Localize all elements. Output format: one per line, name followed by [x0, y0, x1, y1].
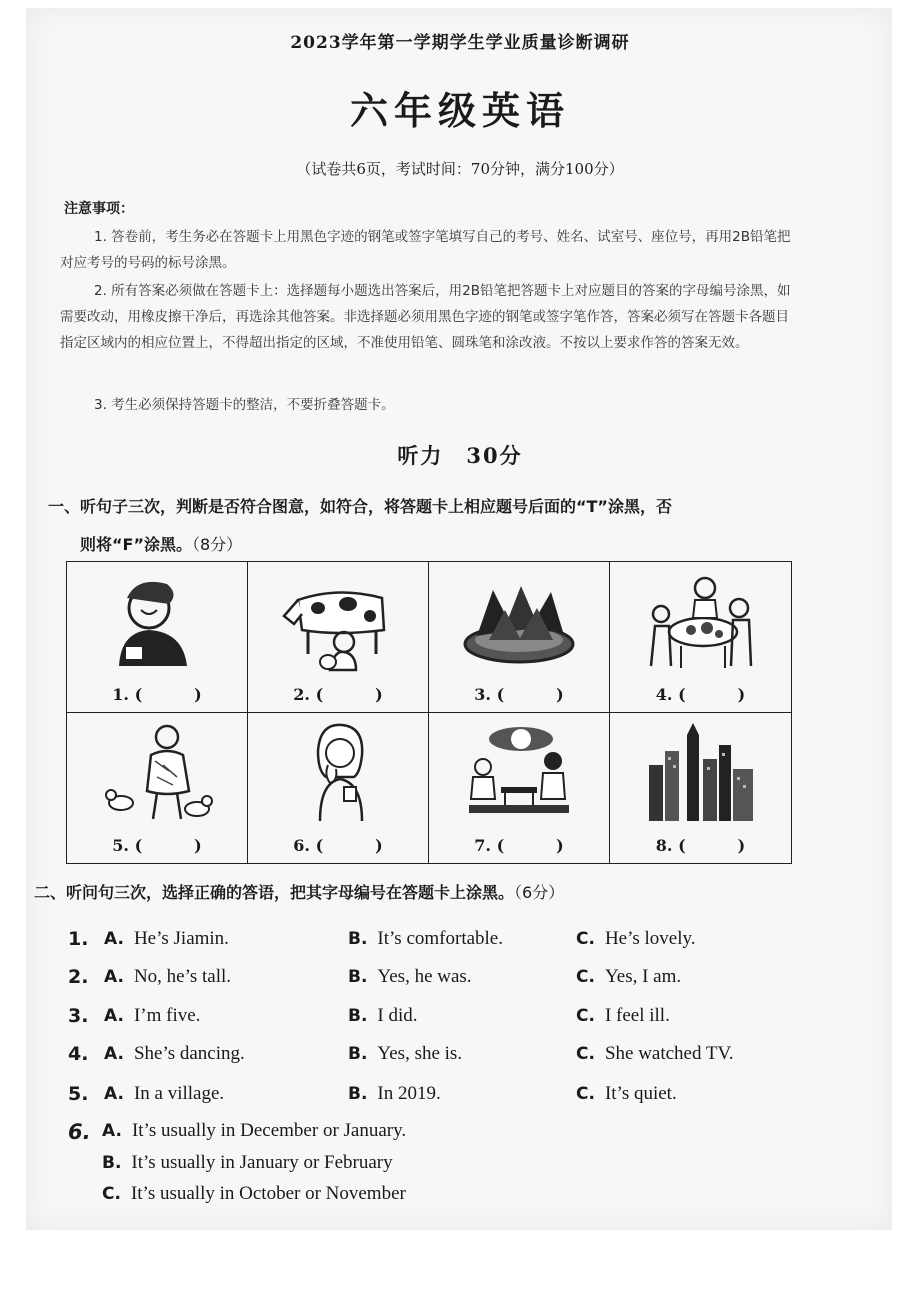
page-title: 六年级英语 [349, 88, 570, 133]
section2-instruction-text: 二、听问句三次，选择正确的答语，把其字母编号在答题卡上涂黑。 [34, 883, 515, 902]
picture-cell-6 [248, 713, 429, 864]
paren-open: ( [134, 836, 143, 855]
note-item-3 [60, 392, 795, 418]
option-b [348, 1005, 418, 1027]
picture-cell-5 [67, 713, 248, 864]
option-c [102, 1183, 406, 1205]
option-text: In a village. [133, 1083, 225, 1104]
answer-slot-8 [610, 836, 791, 855]
option-a [104, 1043, 245, 1065]
item-number: 2. [293, 684, 310, 704]
option-letter: B. [348, 967, 368, 987]
option-text: It’s quiet. [604, 1083, 677, 1104]
option-b [102, 1152, 393, 1174]
option-c [576, 1083, 677, 1105]
option-a [104, 1005, 200, 1027]
girl-feeding-ducks-icon [97, 721, 217, 825]
girl-milking-cow-icon [278, 570, 398, 674]
section1-instruction-text2: 则将“F”涂黑。 [80, 535, 192, 554]
option-letter: B. [348, 1084, 368, 1104]
family-dinner-icon [641, 570, 761, 674]
paren-open: ( [496, 684, 505, 704]
section1-instruction-line1: 一、听句子三次，判断是否符合图意，如符合，将答题卡上相应题号后面的“T”涂黑，否 [48, 497, 672, 516]
note-text-1: 1. 答卷前，考生务必在答题卡上用黑色字迹的钢笔或签字笔填写自己的考号、姓名、试室号、座位号，再用2B铅笔把对应考号的号码的标号涂黑。 [60, 229, 791, 271]
picture-cell-4 [610, 562, 791, 713]
option-c [576, 928, 696, 950]
paren-close: ) [375, 684, 383, 704]
option-text: I’m five. [133, 1005, 201, 1026]
option-letter: A. [104, 929, 124, 949]
paren-close: ) [194, 836, 202, 855]
paren-open: ( [134, 684, 143, 704]
option-letter: A. [104, 1084, 124, 1104]
option-text: Yes, he was. [377, 966, 472, 987]
option-text: Yes, she is. [377, 1043, 463, 1064]
paren-close: ) [737, 836, 746, 855]
paren-close: ) [194, 684, 202, 704]
option-text: She’s dancing. [133, 1043, 245, 1064]
option-letter: C. [576, 1044, 595, 1064]
paren-open: ( [678, 684, 686, 704]
option-a [104, 1083, 224, 1105]
option-c [576, 966, 681, 988]
paren-open: ( [315, 684, 324, 704]
rice-dumplings-icon [459, 570, 579, 674]
answer-slot-7 [429, 836, 609, 855]
question-number: 1. [68, 928, 89, 950]
question-row-6-c [68, 1183, 828, 1213]
option-letter: C. [576, 967, 595, 987]
item-number: 5. [112, 836, 129, 855]
option-text: He’s lovely. [604, 928, 696, 949]
question-row-2 [68, 966, 828, 996]
option-b [348, 1043, 462, 1065]
option-letter: B. [348, 1044, 368, 1064]
option-text: Yes, I am. [604, 966, 682, 987]
option-b [348, 966, 472, 988]
option-text: It’s usually in January or February [131, 1152, 393, 1173]
option-letter: A. [104, 967, 124, 987]
answer-slot-2 [248, 685, 428, 704]
option-letter: C. [102, 1184, 121, 1204]
item-number: 8. [655, 836, 673, 855]
note-item-2 [60, 278, 795, 356]
note-text-3: 3. 考生必须保持答题卡的整洁，不要折叠答题卡。 [94, 397, 395, 413]
option-c [576, 1043, 734, 1065]
picture-cell-2 [248, 562, 429, 713]
option-text: She watched TV. [604, 1043, 734, 1064]
option-letter: B. [102, 1153, 122, 1173]
moon-festival-icon [459, 721, 579, 825]
option-b [348, 1083, 441, 1105]
option-text: In 2019. [377, 1083, 441, 1104]
question-number: 5. [68, 1083, 89, 1105]
option-text: I feel ill. [604, 1005, 670, 1026]
option-letter: C. [576, 1006, 595, 1026]
option-letter: A. [104, 1044, 124, 1064]
option-text: It’s usually in December or January. [131, 1120, 407, 1141]
question-number: 3. [68, 1005, 89, 1027]
question-row-6 [68, 1120, 828, 1150]
girl-sick-icon [278, 721, 398, 825]
note-item-1 [60, 224, 795, 276]
item-number: 7. [474, 836, 491, 855]
section1-instruction-line2 [48, 526, 808, 564]
section2-points: （6分） [514, 883, 565, 902]
answer-slot-3 [429, 685, 609, 704]
person-drinking-icon [97, 570, 217, 674]
exam-info: （试卷共6页，考试时间：70分钟，满分100分） [296, 160, 624, 178]
picture-cell-8 [610, 713, 791, 864]
option-text: It’s comfortable. [377, 928, 503, 949]
city-skyline-icon [641, 721, 761, 825]
question-number: 4. [68, 1043, 89, 1065]
listening-section-title: 听力 30分 [397, 443, 523, 468]
note-text-2: 2. 所有答案必须做在答题卡上：选择题每小题选出答案后，用2B铅笔把答题卡上对应题目的答案的字母编号涂黑，如需要改动，用橡皮擦干净后，再选涂其他答案。非选择题必须用黑色字迹的钢笔或签字笔作答，答案必须写在答题卡各题目指定区域内的相应位置上，不得超出指定的区域，不准使用铅笔、圆珠笔和涂改液。不按以上要求作答的答案无效。 [60, 283, 791, 351]
paren-close: ) [375, 836, 383, 855]
answer-slot-5 [67, 836, 247, 855]
option-letter: A. [104, 1006, 124, 1026]
section2-instruction [34, 880, 564, 903]
option-letter: B. [348, 1006, 368, 1026]
paren-close: ) [737, 684, 746, 704]
item-number: 4. [655, 684, 673, 704]
option-a [102, 1120, 406, 1142]
option-text: It’s usually in October or November [130, 1183, 406, 1204]
option-a [104, 928, 229, 950]
answer-slot-4 [610, 685, 791, 704]
answer-slot-1 [67, 685, 247, 704]
option-b [348, 928, 503, 950]
answer-slot-6 [248, 836, 428, 855]
notes-heading: 注意事项： [64, 201, 134, 217]
question-number: 2. [68, 966, 89, 988]
option-letter: B. [348, 929, 368, 949]
paren-close: ) [556, 836, 564, 855]
item-number: 3. [474, 684, 491, 704]
picture-cell-7 [429, 713, 610, 864]
question-row-6-b [68, 1152, 828, 1182]
option-a [104, 966, 231, 988]
option-c [576, 1005, 670, 1027]
question-row-4 [68, 1043, 828, 1073]
option-letter: C. [576, 1084, 595, 1104]
option-letter: C. [576, 929, 595, 949]
paren-open: ( [678, 836, 686, 855]
item-number: 6. [293, 836, 310, 855]
question-number: 6. [68, 1120, 91, 1144]
picture-cell-1 [67, 562, 248, 713]
picture-cell-3 [429, 562, 610, 713]
section1-instruction [48, 488, 808, 564]
exam-top-title: 2023学年第一学期学生学业质量诊断调研 [290, 33, 630, 53]
paren-open: ( [315, 836, 324, 855]
question-row-5 [68, 1083, 828, 1113]
option-text: I did. [377, 1005, 418, 1026]
option-text: He’s Jiamin. [133, 928, 229, 949]
paren-open: ( [496, 836, 505, 855]
option-letter: A. [102, 1121, 122, 1141]
paren-close: ) [556, 684, 564, 704]
question-row-1 [68, 928, 828, 958]
question-row-3 [68, 1005, 828, 1035]
section1-points: （8分） [191, 535, 243, 554]
item-number: 1. [112, 684, 129, 704]
picture-grid [66, 561, 792, 864]
option-text: No, he’s tall. [133, 966, 232, 987]
